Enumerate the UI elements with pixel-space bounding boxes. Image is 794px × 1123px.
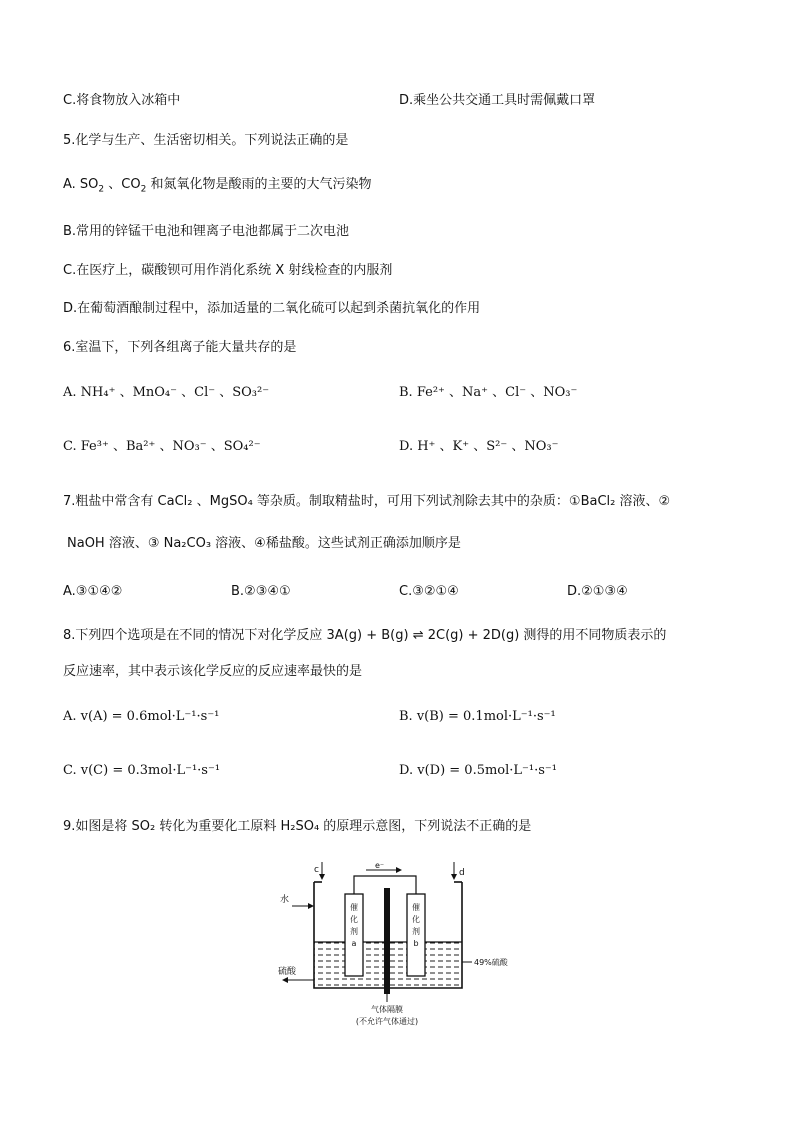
- q5-option-c: C.在医疗上，碳酸钡可用作消化系统 X 射线检查的内服剂: [63, 263, 393, 278]
- q6-option-b: B. Fe²⁺ 、Na⁺ 、Cl⁻ 、NO₃⁻: [399, 385, 578, 400]
- q8-option-d: D. v(D) = 0.5mol·L⁻¹·s⁻¹: [399, 763, 557, 778]
- electrolysis-cell-diagram: [278, 862, 508, 1030]
- q5-stem: 5.化学与生产、生活密切相关。下列说法正确的是: [63, 133, 349, 148]
- inlet-d-label: d: [459, 868, 465, 878]
- q7-option-d: D.②①③④: [567, 584, 628, 599]
- q4-option-c: C.将食物放入冰箱中: [63, 93, 181, 108]
- q8-option-b: B. v(B) = 0.1mol·L⁻¹·s⁻¹: [399, 709, 556, 724]
- q8-option-a: A. v(A) = 0.6mol·L⁻¹·s⁻¹: [63, 709, 220, 724]
- q9-stem: 9.如图是将 SO₂ 转化为重要化工原料 H₂SO₄ 的原理示意图，下列说法不正确的是: [63, 819, 532, 834]
- q7-option-c: C.③②①④: [399, 584, 459, 599]
- svg-text:催: 催: [350, 903, 358, 912]
- svg-text:b: b: [413, 939, 419, 948]
- q6-option-d: D. H⁺ 、K⁺ 、S²⁻ 、NO₃⁻: [399, 439, 559, 454]
- q7-stem-line2: NaOH 溶液、③ Na₂CO₃ 溶液、④稀盐酸。这些试剂正确添加顺序是: [67, 536, 461, 551]
- q7-stem-line1: 7.粗盐中常含有 CaCl₂ 、MgSO₄ 等杂质。制取精盐时，可用下列试剂除去其中的杂质：①BaCl₂ 溶液、②: [63, 494, 671, 509]
- q5-option-a: A. $SO_2$ 、$CO_2$ 和氮氧化物是酸雨的主要的大气污染物: [63, 177, 372, 195]
- svg-text:a: a: [351, 939, 357, 948]
- membrane-note: (不允许气体通过): [355, 1017, 419, 1026]
- electron-label: e⁻: [375, 862, 385, 870]
- q8-stem-line2: 反应速率，其中表示该化学反应的反应速率最快的是: [63, 664, 363, 679]
- acid-out-label: 硫酸: [278, 967, 297, 977]
- svg-text:化: 化: [350, 915, 358, 924]
- water-label: 水: [280, 895, 290, 905]
- q7-option-a: A.③①④②: [63, 584, 123, 599]
- svg-text:化: 化: [412, 915, 420, 924]
- gas-membrane: [384, 888, 390, 994]
- svg-text:催: 催: [412, 903, 420, 912]
- q8-stem-line1: 8.下列四个选项是在不同的情况下对化学反应 3A(g) + B(g) ⇌ 2C(g) + 2D(g) 测得的用不同物质表示的: [63, 628, 667, 643]
- q5-option-b: B.常用的锌锰干电池和锂离子电池都属于二次电池: [63, 224, 350, 239]
- q7-option-b: B.②③④①: [231, 584, 291, 599]
- electron-arrow: [396, 867, 402, 873]
- svg-text:剂: 剂: [412, 927, 420, 936]
- q6-option-c: C. Fe³⁺ 、Ba²⁺ 、NO₃⁻ 、SO₄²⁻: [63, 439, 261, 454]
- acid-concentration-label: 49%硫酸: [474, 958, 508, 967]
- q4-option-d: D.乘坐公共交通工具时需佩戴口罩: [399, 93, 596, 108]
- svg-text:剂: 剂: [350, 927, 358, 936]
- q5-option-d: D.在葡萄酒酿制过程中，添加适量的二氧化硫可以起到杀菌抗氧化的作用: [63, 301, 481, 316]
- q8-option-c: C. v(C) = 0.3mol·L⁻¹·s⁻¹: [63, 763, 221, 778]
- membrane-label: 气体隔膜: [371, 1005, 403, 1014]
- inlet-c-label: c: [314, 865, 319, 875]
- q6-option-a: A. NH₄⁺ 、MnO₄⁻ 、Cl⁻ 、SO₃²⁻: [63, 385, 270, 400]
- q6-stem: 6.室温下，下列各组离子能大量共存的是: [63, 340, 297, 355]
